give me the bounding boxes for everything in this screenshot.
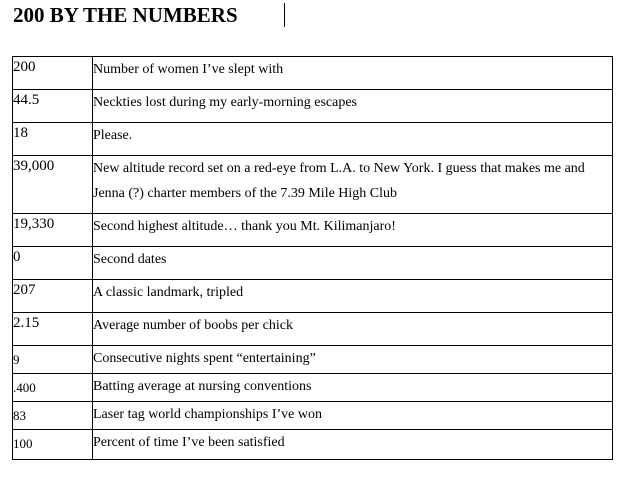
text-cursor bbox=[284, 3, 285, 27]
table-row bbox=[13, 90, 613, 123]
row-number: 200 bbox=[13, 57, 93, 90]
row-description: Neckties lost during my early-morning escapes bbox=[93, 90, 613, 123]
row-description: Batting average at nursing conventions bbox=[93, 374, 613, 402]
row-description: Second dates bbox=[93, 247, 613, 280]
row-number: 2.15 bbox=[13, 313, 93, 346]
table-row bbox=[13, 402, 613, 430]
row-description: Please. bbox=[93, 123, 613, 156]
row-description: Number of women I’ve slept with bbox=[93, 57, 613, 90]
document-title: 200 BY THE NUMBERS bbox=[13, 3, 238, 27]
table-row bbox=[13, 346, 613, 374]
table-row bbox=[13, 247, 613, 280]
row-number: 19,330 bbox=[13, 214, 93, 247]
row-description: Consecutive nights spent “entertaining” bbox=[93, 346, 613, 374]
row-number: .400 bbox=[13, 374, 93, 402]
row-number: 9 bbox=[13, 346, 93, 374]
table-row bbox=[13, 57, 613, 90]
numbers-table bbox=[12, 56, 613, 460]
row-number: 18 bbox=[13, 123, 93, 156]
table-row bbox=[13, 313, 613, 346]
row-number: 83 bbox=[13, 402, 93, 430]
table-row bbox=[13, 214, 613, 247]
table-row bbox=[13, 430, 613, 460]
row-description: New altitude record set on a red-eye from L.A. to New York. I guess that makes me and Jenna (?) charter members of the 7.39 Mile High Club bbox=[93, 156, 613, 214]
table-row bbox=[13, 156, 613, 214]
row-number: 207 bbox=[13, 280, 93, 313]
table-row bbox=[13, 280, 613, 313]
row-number: 39,000 bbox=[13, 156, 93, 214]
row-description: Average number of boobs per chick bbox=[93, 313, 613, 346]
table-row bbox=[13, 374, 613, 402]
row-description: Laser tag world championships I’ve won bbox=[93, 402, 613, 430]
row-description: A classic landmark, tripled bbox=[93, 280, 613, 313]
row-number: 0 bbox=[13, 247, 93, 280]
row-description: Percent of time I’ve been satisfied bbox=[93, 430, 613, 460]
row-number: 44.5 bbox=[13, 90, 93, 123]
row-number: 100 bbox=[13, 430, 93, 460]
row-description: Second highest altitude… thank you Mt. Kilimanjaro! bbox=[93, 214, 613, 247]
table-row bbox=[13, 123, 613, 156]
